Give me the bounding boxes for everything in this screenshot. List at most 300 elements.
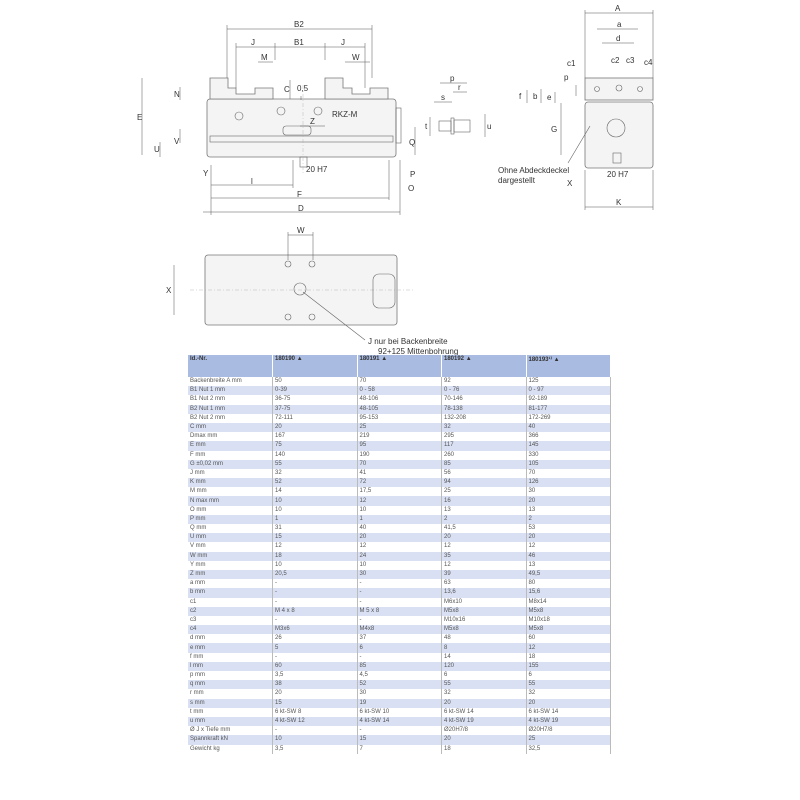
table-cell: 55: [526, 680, 611, 689]
table-cell: 132-208: [442, 414, 527, 423]
table-row: [188, 570, 611, 579]
table-cell: M3x6: [273, 625, 358, 634]
svg-text:t: t: [425, 122, 428, 131]
row-label: C mm: [188, 423, 273, 432]
table-row: [188, 598, 611, 607]
table-cell: 48-105: [357, 405, 442, 414]
table-cell: 12: [442, 561, 527, 570]
svg-text:Ohne Abdeckdeckel: Ohne Abdeckdeckel: [498, 166, 570, 175]
svg-text:u: u: [487, 122, 492, 131]
table-cell: 25: [442, 487, 527, 496]
table-cell: 32: [442, 423, 527, 432]
table-cell: 155: [526, 662, 611, 671]
table-cell: M5x8: [442, 625, 527, 634]
table-cell: 19: [357, 699, 442, 708]
row-label: Ø J x Tiefe mm: [188, 726, 273, 735]
table-row: [188, 607, 611, 616]
table-row: [188, 506, 611, 515]
svg-text:c2: c2: [611, 56, 620, 65]
table-cell: 260: [442, 451, 527, 460]
svg-text:E: E: [137, 113, 143, 122]
table-cell: 13: [526, 506, 611, 515]
table-cell: 13,6: [442, 588, 527, 597]
table-cell: M4x8: [357, 625, 442, 634]
table-row: [188, 524, 611, 533]
svg-text:J nur bei Backenbreite: J nur bei Backenbreite: [368, 337, 448, 346]
table-cell: 8: [442, 643, 527, 652]
table-cell: Ø20H7/8: [442, 726, 527, 735]
svg-text:K: K: [616, 198, 622, 207]
row-label: B1 Nut 1 mm: [188, 386, 273, 395]
table-cell: 6 kt-SW 14: [526, 708, 611, 717]
table-cell: 60: [273, 662, 358, 671]
table-row: [188, 552, 611, 561]
row-label: W mm: [188, 552, 273, 561]
svg-text:l: l: [251, 177, 253, 186]
bolt-view: [425, 74, 491, 137]
table-row: [188, 671, 611, 680]
row-label: a mm: [188, 579, 273, 588]
table-row: [188, 625, 611, 634]
table-cell: 26: [273, 634, 358, 643]
table-cell: 12: [526, 542, 611, 551]
svg-text:d: d: [616, 34, 621, 43]
table-cell: 24: [357, 552, 442, 561]
table-cell: 40: [357, 524, 442, 533]
svg-text:r: r: [458, 83, 461, 92]
table-cell: 0 - 76: [442, 386, 527, 395]
svg-text:Y: Y: [203, 169, 209, 178]
table-row: [188, 561, 611, 570]
table-cell: 4 kt-SW 14: [357, 717, 442, 726]
table-cell: 10: [273, 506, 358, 515]
table-cell: 12: [526, 643, 611, 652]
table-cell: M 5 x 8: [357, 607, 442, 616]
row-label: B2 Nut 2 mm: [188, 414, 273, 423]
table-cell: 330: [526, 451, 611, 460]
table-cell: 41,5: [442, 524, 527, 533]
table-cell: M8x14: [526, 598, 611, 607]
table-cell: 20: [526, 496, 611, 505]
svg-text:s: s: [441, 93, 445, 102]
table-cell: -: [273, 579, 358, 588]
table-row: [188, 708, 611, 717]
row-label: d mm: [188, 634, 273, 643]
row-label: V mm: [188, 542, 273, 551]
table-cell: 78-138: [442, 405, 527, 414]
row-label: f mm: [188, 653, 273, 662]
table-cell: 10: [357, 506, 442, 515]
table-cell: 366: [526, 432, 611, 441]
table-cell: 15: [357, 735, 442, 744]
svg-text:p: p: [564, 73, 569, 82]
table-cell: 12: [357, 542, 442, 551]
table-cell: 16: [442, 496, 527, 505]
table-cell: 4 kt-SW 19: [526, 717, 611, 726]
svg-text:b: b: [533, 92, 538, 101]
table-cell: 85: [357, 662, 442, 671]
table-cell: 126: [526, 478, 611, 487]
table-row: [188, 689, 611, 698]
table-cell: 10: [357, 561, 442, 570]
table-cell: 60: [526, 634, 611, 643]
table-cell: M 4 x 8: [273, 607, 358, 616]
table-header: [188, 355, 611, 377]
row-label: E mm: [188, 441, 273, 450]
svg-text:W: W: [297, 226, 305, 235]
row-label: u mm: [188, 717, 273, 726]
table-cell: 46: [526, 552, 611, 561]
table-cell: 20,5: [273, 570, 358, 579]
table-cell: 70: [357, 377, 442, 386]
table-cell: -: [357, 726, 442, 735]
table-row: [188, 487, 611, 496]
table-cell: Ø20H7/8: [526, 726, 611, 735]
table-row: [188, 478, 611, 487]
svg-text:X: X: [567, 179, 573, 188]
table-cell: 6 kt-SW 10: [357, 708, 442, 717]
table-cell: 0 - 97: [526, 386, 611, 395]
table-cell: 167: [273, 432, 358, 441]
table-cell: 95-153: [357, 414, 442, 423]
table-cell: 125: [526, 377, 611, 386]
table-row: [188, 643, 611, 652]
table-cell: 145: [526, 441, 611, 450]
table-cell: 39: [442, 570, 527, 579]
table-cell: 20: [357, 533, 442, 542]
svg-text:G: G: [551, 125, 558, 134]
table-cell: 81-177: [526, 405, 611, 414]
row-label: M mm: [188, 487, 273, 496]
column-header-id: 180192 ▲: [442, 355, 527, 377]
svg-text:X: X: [166, 286, 172, 295]
table-cell: 117: [442, 441, 527, 450]
table-row: [188, 616, 611, 625]
row-label: q mm: [188, 680, 273, 689]
table-cell: 20: [526, 699, 611, 708]
table-cell: 55: [442, 680, 527, 689]
table-cell: 2: [442, 515, 527, 524]
table-row: [188, 414, 611, 423]
table-cell: 72: [357, 478, 442, 487]
table-cell: 20: [273, 423, 358, 432]
table-cell: 0 - 58: [357, 386, 442, 395]
table-row: [188, 533, 611, 542]
table-cell: 52: [273, 478, 358, 487]
svg-text:a: a: [617, 20, 622, 29]
table-row: [188, 735, 611, 744]
table-cell: 92-189: [526, 395, 611, 404]
svg-text:c3: c3: [626, 56, 635, 65]
table-cell: 40: [526, 423, 611, 432]
table-cell: 70: [526, 469, 611, 478]
table-cell: 75: [273, 441, 358, 450]
table-row: [188, 515, 611, 524]
table-cell: 70-146: [442, 395, 527, 404]
table-cell: 30: [357, 570, 442, 579]
svg-text:O: O: [408, 184, 415, 193]
table-cell: 14: [273, 487, 358, 496]
column-header-id: 180190 ▲: [273, 355, 358, 377]
table-cell: M6x10: [442, 598, 527, 607]
table-cell: 15: [273, 533, 358, 542]
table-cell: 85: [442, 460, 527, 469]
table-cell: -: [357, 653, 442, 662]
table-cell: 37: [357, 634, 442, 643]
table-cell: 31: [273, 524, 358, 533]
row-label: p mm: [188, 671, 273, 680]
table-cell: 6: [357, 643, 442, 652]
table-cell: 13: [526, 561, 611, 570]
row-label: Backenbreite A mm: [188, 377, 273, 386]
svg-text:N: N: [174, 90, 180, 99]
svg-text:20 H7: 20 H7: [306, 165, 328, 174]
table-cell: 172-269: [526, 414, 611, 423]
table-cell: 55: [273, 460, 358, 469]
column-header-id: 180193¹⁾ ▲: [526, 355, 611, 377]
table-cell: M5x8: [442, 607, 527, 616]
table-row: [188, 405, 611, 414]
row-label: J mm: [188, 469, 273, 478]
table-cell: 105: [526, 460, 611, 469]
table-cell: 10: [273, 496, 358, 505]
table-row: [188, 653, 611, 662]
table-cell: 32,5: [526, 745, 611, 754]
table-cell: 25: [357, 423, 442, 432]
table-cell: 295: [442, 432, 527, 441]
table-cell: 20: [442, 735, 527, 744]
table-cell: 20: [273, 689, 358, 698]
table-cell: -: [357, 579, 442, 588]
row-label: Spannkraft kN: [188, 735, 273, 744]
svg-text:J: J: [251, 38, 255, 47]
row-label: t mm: [188, 708, 273, 717]
svg-text:B1: B1: [294, 38, 304, 47]
table-cell: -: [273, 616, 358, 625]
row-label: P mm: [188, 515, 273, 524]
row-label: e mm: [188, 643, 273, 652]
table-cell: 6: [442, 671, 527, 680]
table-cell: 1: [357, 515, 442, 524]
row-label: c2: [188, 607, 273, 616]
svg-text:J: J: [341, 38, 345, 47]
svg-text:F: F: [297, 190, 302, 199]
table-row: [188, 496, 611, 505]
table-row: [188, 680, 611, 689]
table-cell: 6 kt-SW 8: [273, 708, 358, 717]
svg-text:Z: Z: [310, 117, 315, 126]
table-row: [188, 662, 611, 671]
table-row: [188, 423, 611, 432]
table-cell: 49,5: [526, 570, 611, 579]
table-cell: 36-75: [273, 395, 358, 404]
row-label: Dmax mm: [188, 432, 273, 441]
row-label: l mm: [188, 662, 273, 671]
table-cell: 120: [442, 662, 527, 671]
table-cell: 38: [273, 680, 358, 689]
table-cell: 63: [442, 579, 527, 588]
table-row: [188, 460, 611, 469]
table-cell: 72-111: [273, 414, 358, 423]
svg-text:c4: c4: [644, 58, 653, 67]
row-label: G ±0,02 mm: [188, 460, 273, 469]
row-label: U mm: [188, 533, 273, 542]
svg-text:B2: B2: [294, 20, 304, 29]
svg-text:dargestellt: dargestellt: [498, 176, 535, 185]
table-cell: 7: [357, 745, 442, 754]
table-cell: 15: [273, 699, 358, 708]
table-cell: 41: [357, 469, 442, 478]
table-cell: -: [273, 653, 358, 662]
table-cell: 32: [526, 689, 611, 698]
svg-text:20 H7: 20 H7: [607, 170, 629, 179]
row-label: c4: [188, 625, 273, 634]
row-label: Q mm: [188, 524, 273, 533]
table-cell: 140: [273, 451, 358, 460]
table-cell: 18: [442, 745, 527, 754]
table-cell: -: [273, 588, 358, 597]
table-cell: 4 kt-SW 19: [442, 717, 527, 726]
svg-text:A: A: [615, 4, 621, 13]
svg-text:92+125 Mittenbohrung: 92+125 Mittenbohrung: [378, 347, 459, 355]
svg-text:Q: Q: [409, 138, 416, 147]
table-cell: 1: [273, 515, 358, 524]
table-cell: 190: [357, 451, 442, 460]
row-label: Gewicht kg: [188, 745, 273, 754]
row-label: K mm: [188, 478, 273, 487]
table-cell: 14: [442, 653, 527, 662]
table-cell: 4,5: [357, 671, 442, 680]
column-header-label: Id.-Nr.: [188, 355, 273, 377]
table-row: [188, 432, 611, 441]
row-label: r mm: [188, 689, 273, 698]
table-row: [188, 588, 611, 597]
table-row: [188, 699, 611, 708]
table-cell: M5x8: [526, 625, 611, 634]
svg-text:RKZ-M: RKZ-M: [332, 110, 358, 119]
bottom-view: [166, 226, 458, 355]
row-label: b mm: [188, 588, 273, 597]
table-cell: 37-75: [273, 405, 358, 414]
table-cell: -: [273, 726, 358, 735]
front-view: [137, 20, 415, 215]
table-row: [188, 377, 611, 386]
table-cell: 50: [273, 377, 358, 386]
row-label: s mm: [188, 699, 273, 708]
table-cell: 48-106: [357, 395, 442, 404]
table-cell: 94: [442, 478, 527, 487]
row-label: c3: [188, 616, 273, 625]
table-cell: 6 kt-SW 14: [442, 708, 527, 717]
svg-text:V: V: [174, 137, 180, 146]
row-label: F mm: [188, 451, 273, 460]
table-cell: 30: [357, 689, 442, 698]
column-header-id: 180191 ▲: [357, 355, 442, 377]
table-cell: -: [357, 588, 442, 597]
table-cell: 17,5: [357, 487, 442, 496]
table-cell: 6: [526, 671, 611, 680]
table-cell: 70: [357, 460, 442, 469]
table-cell: 80: [526, 579, 611, 588]
table-row: [188, 542, 611, 551]
table-cell: -: [273, 598, 358, 607]
table-row: [188, 745, 611, 754]
table-cell: 13: [442, 506, 527, 515]
svg-text:U: U: [154, 145, 160, 154]
svg-text:f: f: [519, 92, 522, 101]
table-cell: -: [357, 598, 442, 607]
svg-text:P: P: [410, 170, 416, 179]
table-cell: 32: [273, 469, 358, 478]
table-row: [188, 634, 611, 643]
table-cell: 12: [273, 542, 358, 551]
svg-text:e: e: [547, 93, 552, 102]
svg-text:p: p: [450, 74, 455, 83]
table-cell: 95: [357, 441, 442, 450]
table-cell: 20: [442, 533, 527, 542]
table-cell: 48: [442, 634, 527, 643]
svg-text:D: D: [298, 204, 304, 213]
svg-text:0,5: 0,5: [297, 84, 309, 93]
table-cell: 10: [273, 735, 358, 744]
table-cell: 5: [273, 643, 358, 652]
table-cell: 15,6: [526, 588, 611, 597]
table-cell: 10: [273, 561, 358, 570]
svg-text:M: M: [261, 53, 268, 62]
table-cell: 32: [442, 689, 527, 698]
row-label: Y mm: [188, 561, 273, 570]
table-row: [188, 451, 611, 460]
row-label: O mm: [188, 506, 273, 515]
table-cell: 53: [526, 524, 611, 533]
table-cell: 0-39: [273, 386, 358, 395]
table-cell: 92: [442, 377, 527, 386]
table-row: [188, 579, 611, 588]
technical-drawing: [0, 0, 800, 355]
row-label: N max mm: [188, 496, 273, 505]
table-cell: 52: [357, 680, 442, 689]
table-cell: 18: [273, 552, 358, 561]
table-cell: 12: [442, 542, 527, 551]
table-cell: 219: [357, 432, 442, 441]
svg-text:W: W: [352, 53, 360, 62]
table-row: [188, 441, 611, 450]
table-cell: 30: [526, 487, 611, 496]
row-label: Z mm: [188, 570, 273, 579]
table-row: [188, 395, 611, 404]
table-cell: 4 kt-SW 12: [273, 717, 358, 726]
table-cell: 3,5: [273, 745, 358, 754]
table-cell: 2: [526, 515, 611, 524]
side-view: [498, 4, 653, 210]
table-cell: 56: [442, 469, 527, 478]
table-cell: M10x18: [526, 616, 611, 625]
table-cell: 3,5: [273, 671, 358, 680]
table-row: [188, 717, 611, 726]
table-row: [188, 469, 611, 478]
spec-table: [188, 355, 611, 754]
table-cell: 18: [526, 653, 611, 662]
table-cell: M10x16: [442, 616, 527, 625]
row-label: B1 Nut 2 mm: [188, 395, 273, 404]
table-row: [188, 386, 611, 395]
table-cell: 20: [526, 533, 611, 542]
svg-text:c1: c1: [567, 59, 576, 68]
table-cell: 25: [526, 735, 611, 744]
svg-text:C: C: [284, 85, 290, 94]
table-cell: -: [357, 616, 442, 625]
table-cell: M5x8: [526, 607, 611, 616]
